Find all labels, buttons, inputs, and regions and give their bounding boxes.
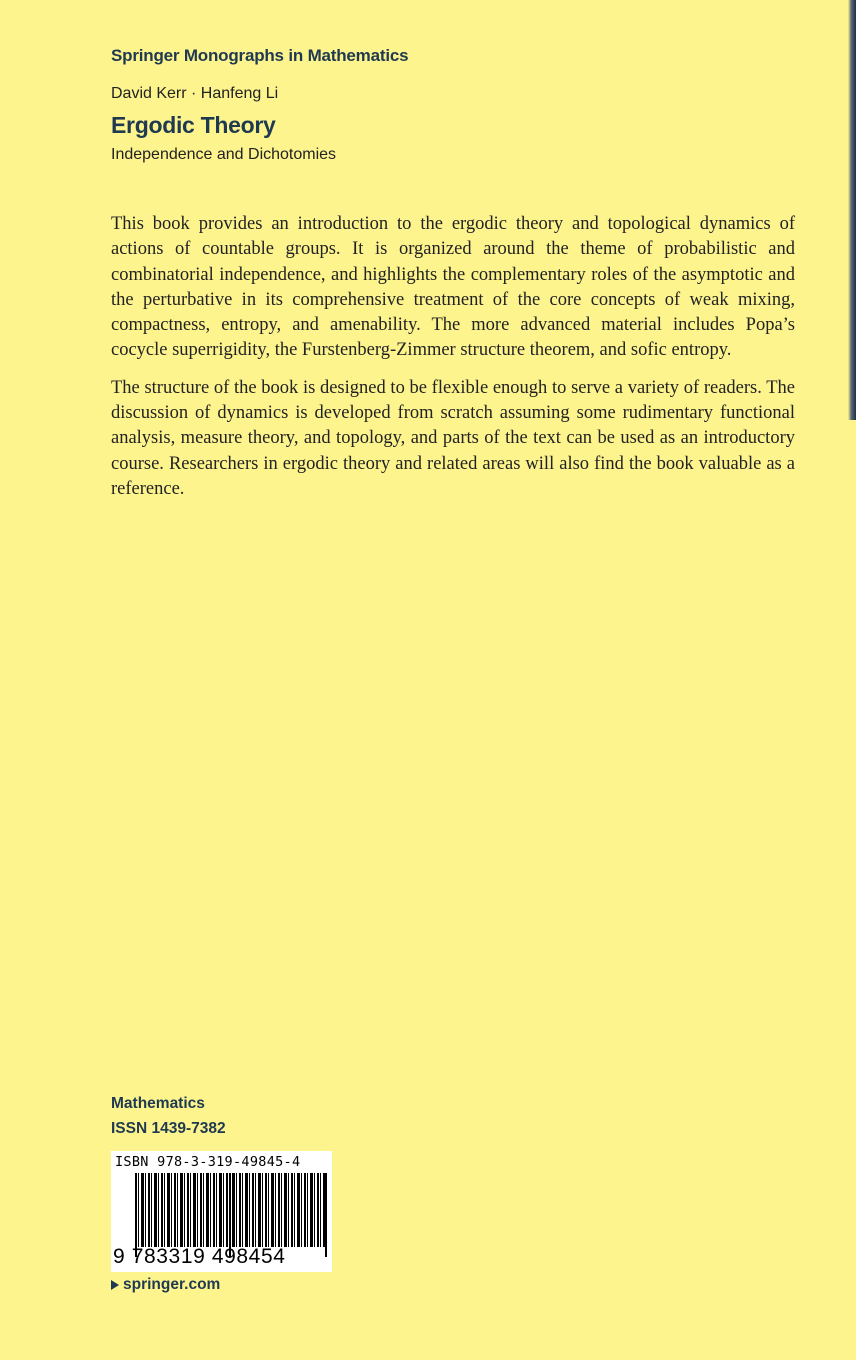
series-name: Springer Monographs in Mathematics bbox=[111, 46, 409, 65]
authors: David Kerr · Hanfeng Li bbox=[111, 85, 279, 102]
spine-edge bbox=[848, 0, 856, 420]
website-link[interactable] bbox=[111, 1276, 220, 1294]
ean-digits: 9 783319 498454 bbox=[113, 1245, 286, 1268]
blurb bbox=[111, 212, 795, 514]
barcode-bars bbox=[135, 1173, 327, 1247]
isbn-text: ISBN 978-3-319-49845-4 bbox=[115, 1154, 301, 1170]
barcode-guard-right bbox=[325, 1173, 327, 1257]
issn: ISSN 1439-7382 bbox=[111, 1120, 226, 1137]
arrow-right-icon bbox=[111, 1280, 119, 1290]
blurb-paragraph-2: The structure of the book is designed to be flexible enough to serve a variety of readers. The discussion of dynamics is developed from scratch assuming some rudimentary functional analysis, measure theory, and topology, and parts of the text can be used as an introductory course. Researchers in ergodic theory and related areas will also find the book valuable as a reference. bbox=[111, 377, 795, 499]
book-subtitle: Independence and Dichotomies bbox=[111, 146, 337, 163]
blurb-paragraph-1: This book provides an introduction to the ergodic theory and topological dynamics of actions of countable groups. It is organized around the theme of probabilistic and combinatorial independence, and highlights the complementary roles of the asymptotic and the perturbative in its comprehensive treatment of the core concepts of weak mixing, compactness, entropy, and amenability. The more advanced material includes Popa’s cocycle superrigidity, the Furstenberg-Zimmer structure theorem, and sofic entropy. bbox=[111, 214, 795, 361]
barcode bbox=[111, 1151, 332, 1272]
website-text: springer.com bbox=[123, 1276, 221, 1293]
book-title: Ergodic Theory bbox=[111, 112, 276, 138]
subject-category: Mathematics bbox=[111, 1095, 205, 1112]
